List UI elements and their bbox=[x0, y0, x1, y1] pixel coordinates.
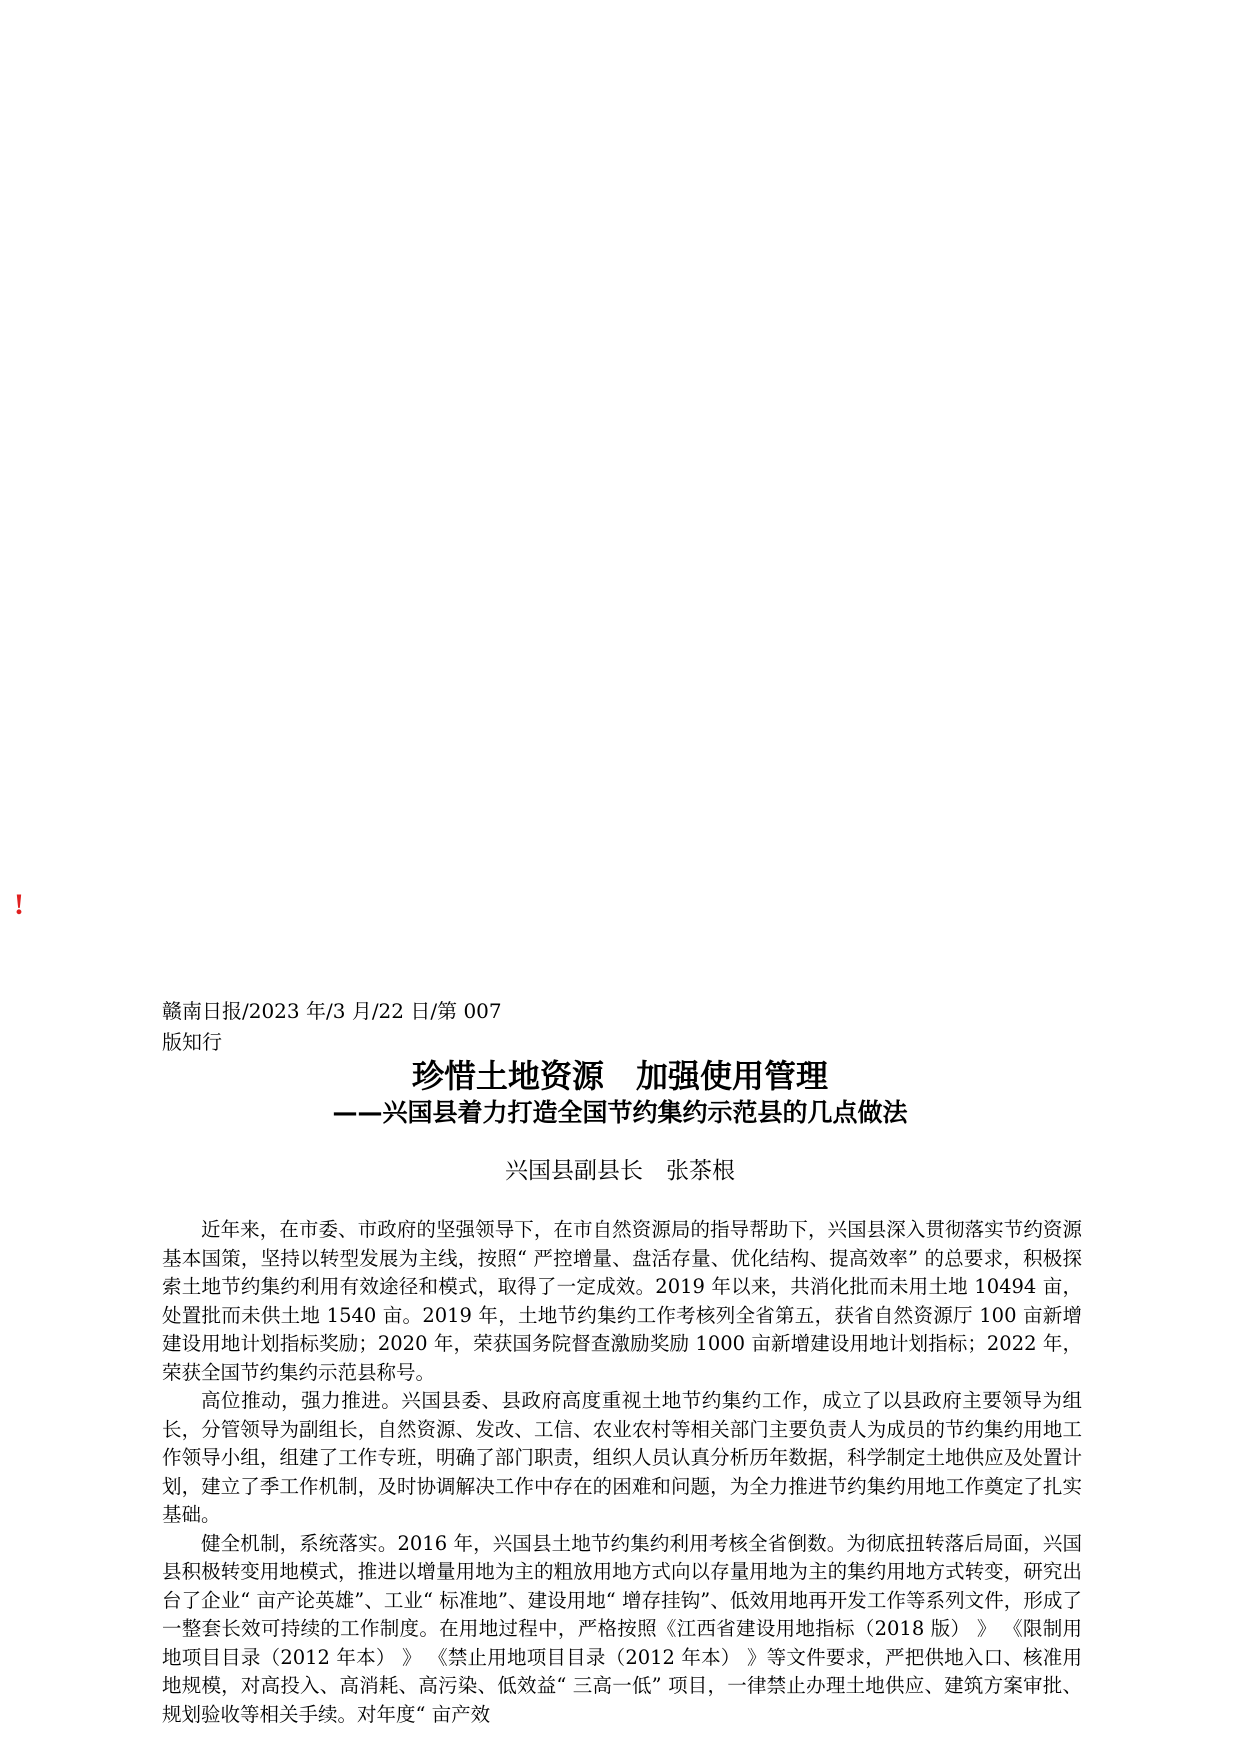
source-line: 赣南日报/2023 年/3 月/22 日/第 007 版知行 bbox=[162, 999, 502, 1054]
paragraph: 近年来，在市委、市政府的坚强领导下，在市自然资源局的指导帮助下，兴国县深入贯彻落实节约资源基本国策，坚持以转型发展为主线，按照“ 严控增量、盘活存量、优化结构、提高效率” 的总要求，积极探索土地节约集约利用有效途径和模式，取得了一定成效。2019 年以来，共消化批而未用土地 10494 亩，处置批而未供土地 1540 亩。2019 年，土地节约集约工作考核列全省第五，获省自然资源厅 100 亩新增建设用地计划指标奖励；2020 年，荣获国务院督查激励奖励 1000 亩新增建设用地计划指标；2022 年，荣获全国节约集约示范县称号。 bbox=[162, 1218, 1082, 1384]
article-title: 珍惜土地资源 加强使用管理 bbox=[411, 1057, 828, 1095]
article-body bbox=[162, 1216, 1082, 1729]
article-subtitle: ——兴国县着力打造全国节约集约示范县的几点做法 bbox=[332, 1098, 908, 1127]
alert-mark: ! bbox=[14, 888, 24, 921]
author-byline: 兴国县副县长 张茶根 bbox=[505, 1158, 735, 1184]
paragraph: 高位推动，强力推进。兴国县委、县政府高度重视土地节约集约工作，成立了以县政府主要领导为组长，分管领导为副组长，自然资源、发改、工信、农业农村等相关部门主要负责人为成员的节约集约用地工作领导小组，组建了工作专班，明确了部门职责，组织人员认真分析历年数据，科学制定土地供应及处置计划，建立了季工作机制，及时协调解决工作中存在的困难和问题，为全力推进节约集约用地工作奠定了扎实基础。 bbox=[162, 1389, 1082, 1526]
paragraph: 健全机制，系统落实。2016 年，兴国县土地节约集约利用考核全省倒数。为彻底扭转落后局面，兴国县积极转变用地模式，推进以增量用地为主的粗放用地方式向以存量用地为主的集约用地方式转变，研究出台了企业“ 亩产论英雄”、工业“ 标准地”、建设用地“ 增存挂钩”、低效用地再开发工作等系列文件，形成了一整套长效可持续的工作制度。在用地过程中，严格按照《江西省建设用地指标（2018 版） 》 《限制用地项目目录（2012 年本） 》 《禁止用地项目目录（2012 年本） 》等文件要求，严把供地入口、核准用地规模，对高投入、高消耗、高污染、低效益“ 三高一低” 项目，一律禁止办理土地供应、建筑方案审批、规划验收等相关手续。对年度“ 亩产效 bbox=[162, 1531, 1082, 1726]
